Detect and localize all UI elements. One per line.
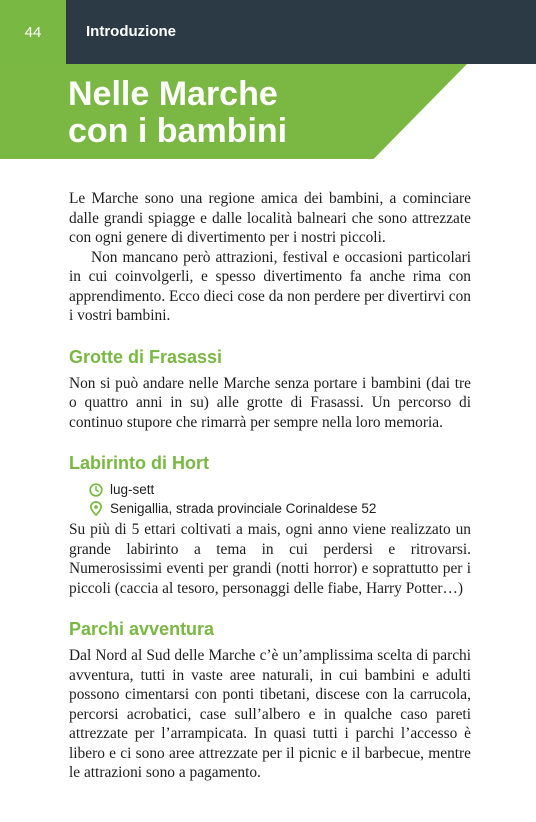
section-text: Non si può andare nelle Marche senza portare i bambini (dai tre o quattro anni in su) alle grotte di Frasassi. Un percorso di continuo stupore che rimarrà per sempre nella loro memoria. (69, 374, 471, 431)
period-text: lug-sett (110, 482, 155, 497)
section-text: Su più di 5 ettari coltivati a mais, ogni anno viene realizzato un grande labirinto a tema in cui perdersi e ritrovarsi. Numerosissimi eventi per grandi (notti horror) e soprattutto per i piccoli (caccia al tesoro, personaggi delle fiabe, Harry Potter…) (69, 521, 471, 597)
page-body (69, 189, 471, 783)
page-number: 44 (0, 0, 66, 64)
address-text: Senigallia, strada provinciale Corinaldese 52 (110, 501, 377, 516)
section-title: Introduzione (86, 23, 176, 40)
section-heading: Parchi avventura (69, 619, 215, 639)
location-pin-icon (89, 501, 103, 516)
header-bar (0, 0, 536, 64)
page-title-line-2: con i bambini (68, 112, 288, 150)
address-info (89, 499, 471, 518)
info-list (89, 480, 471, 518)
clock-icon (89, 483, 103, 497)
section-text: Dal Nord al Sud delle Marche c’è un’amplissima scelta di parchi avventura, tutti in vaste aree naturali, in cui bambini e adulti possono cimentarsi con ponti tibetani, discese con la carrucola, percorsi acrobatici, case sull’albero e in qualche caso pareti attrezzate per l’arrampicata. In quasi tutti i parchi l’accesso è libero e ci sono aree attrezzate per il picnic e il barbecue, mentre le attrazioni sono a pagamento. (69, 647, 471, 781)
page-title-line-1: Nelle Marche (68, 75, 278, 113)
intro-paragraph: Non mancano però attrazioni, festival e occasioni particolari in cui coinvolgerli, e spesso divertimento fa anche rima con apprendimento. Ecco dieci cose da non perdere per divertirvi con i vostri bambini. (69, 248, 471, 324)
page-title (68, 76, 287, 150)
period-info (89, 480, 471, 499)
section-heading: Labirinto di Hort (69, 453, 209, 473)
intro-paragraph: Le Marche sono una regione amica dei bambini, a cominciare dalle grandi spiagge e dalle località balneari che sono attrezzate con ogni genere di divertimento per i nostri piccoli. (69, 190, 471, 246)
section-heading: Grotte di Frasassi (69, 346, 223, 367)
